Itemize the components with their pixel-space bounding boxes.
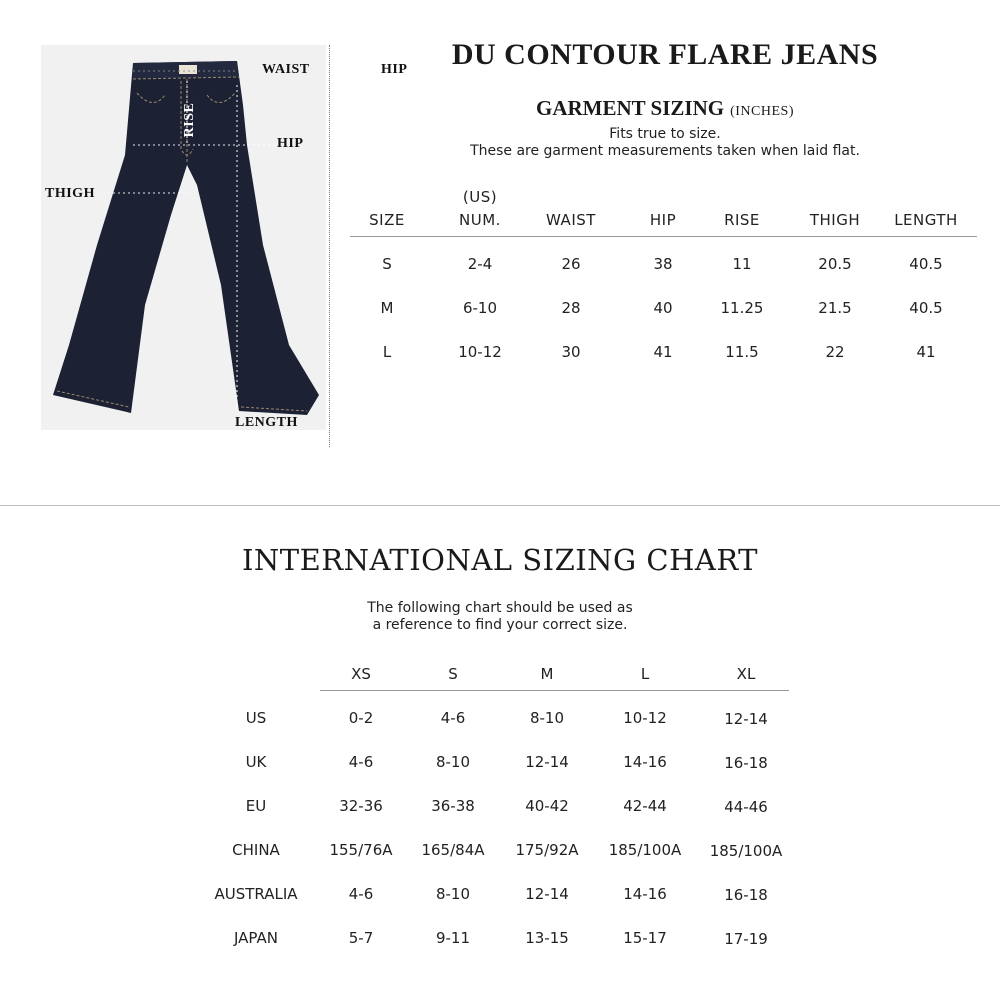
garment-header-num: NUM. [459,211,501,229]
intl-region: UK [245,753,267,771]
intl-table-rule [320,690,789,691]
intl-cell: 16-18 [724,886,768,904]
intl-cell: 13-15 [525,929,569,947]
garment-cell: 40.5 [909,255,943,273]
intl-cell: 8-10 [435,753,471,771]
garment-header-size: SIZE [369,211,405,229]
garment-header-rise: RISE [724,211,760,229]
intl-cell: 12-14 [525,753,569,771]
length-label: LENGTH [235,415,298,430]
garment-heading-text: GARMENT SIZING [536,96,725,120]
intl-cell: 8-10 [529,709,565,727]
intl-cell: 175/92A [515,841,579,859]
garment-cell: 26 [561,255,581,273]
garment-header-us: (US) [462,188,498,206]
garment-note-line2: These are garment measurements taken when laid flat. [470,143,860,159]
intl-cell: 14-16 [623,885,667,903]
waist-label: WAIST [262,62,310,77]
hip-label: HIP [277,136,304,151]
intl-header-l: L [640,665,650,683]
intl-cell: 5-7 [348,929,374,947]
intl-cell: 16-18 [724,754,768,772]
garment-cell: 28 [561,299,581,317]
garment-header-length: LENGTH [894,211,958,229]
intl-cell: 4-6 [348,753,374,771]
intl-region: JAPAN [234,929,278,947]
garment-header-waist: WAIST [546,211,596,229]
garment-cell: 30 [561,343,581,361]
intl-header-xs: XS [351,665,371,683]
garment-sizing-heading [330,96,1000,121]
garment-cell: 40.5 [909,299,943,317]
page-title: DU CONTOUR FLARE JEANS [451,38,879,71]
garment-cell: 41 [653,343,673,361]
intl-cell: 42-44 [623,797,667,815]
intl-cell: 165/84A [421,841,485,859]
garment-cell: L [382,343,392,361]
section-divider [0,505,1000,506]
garment-cell: 10-12 [458,343,502,361]
intl-header-s: S [448,665,458,683]
garment-cell: 41 [916,343,936,361]
intl-cell: 9-11 [435,929,471,947]
intl-cell: 14-16 [623,753,667,771]
international-title: INTERNATIONAL SIZING CHART [241,543,759,577]
garment-cell: 11 [732,255,752,273]
garment-cell: 6-10 [462,299,498,317]
garment-cell: 11.5 [725,343,759,361]
intl-cell: 17-19 [724,930,768,948]
garment-note-line1: Fits true to size. [609,126,721,142]
intl-cell: 10-12 [623,709,667,727]
garment-cell: 2-4 [467,255,493,273]
garment-cell: 11.25 [720,299,764,317]
garment-cell: 22 [825,343,845,361]
intl-region: EU [245,797,267,815]
intl-cell: 32-36 [339,797,383,815]
garment-cell: M [380,299,394,317]
international-note-line2: a reference to find your correct size. [372,617,628,633]
international-note-line1: The following chart should be used as [367,600,633,616]
intl-cell: 155/76A [329,841,393,859]
intl-cell: 44-46 [724,798,768,816]
garment-table-rule [350,236,977,237]
thigh-label: THIGH [45,186,95,201]
garment-cell: S [382,255,392,273]
intl-cell: 4-6 [440,709,466,727]
intl-cell: 15-17 [623,929,667,947]
intl-cell: 12-14 [525,885,569,903]
intl-region: AUSTRALIA [214,885,298,903]
intl-cell: 185/100A [709,842,783,860]
intl-header-m: M [540,665,554,683]
garment-cell: 40 [653,299,673,317]
hip-label-top: HIP [381,62,408,77]
garment-cell: 20.5 [818,255,852,273]
intl-cell: 8-10 [435,885,471,903]
intl-cell: 12-14 [724,710,768,728]
intl-cell: 40-42 [525,797,569,815]
garment-cell: 38 [653,255,673,273]
garment-cell: 21.5 [818,299,852,317]
garment-header-thigh: THIGH [809,211,861,229]
intl-cell: 0-2 [348,709,374,727]
intl-cell: 36-38 [431,797,475,815]
intl-header-xl: XL [736,665,756,683]
intl-cell: 4-6 [348,885,374,903]
garment-unit: (INCHES) [730,104,794,119]
intl-cell: 185/100A [608,841,682,859]
garment-header-hip: HIP [649,211,677,229]
rise-label: RISE [182,102,197,138]
intl-region: US [245,709,267,727]
intl-region: CHINA [232,841,280,859]
